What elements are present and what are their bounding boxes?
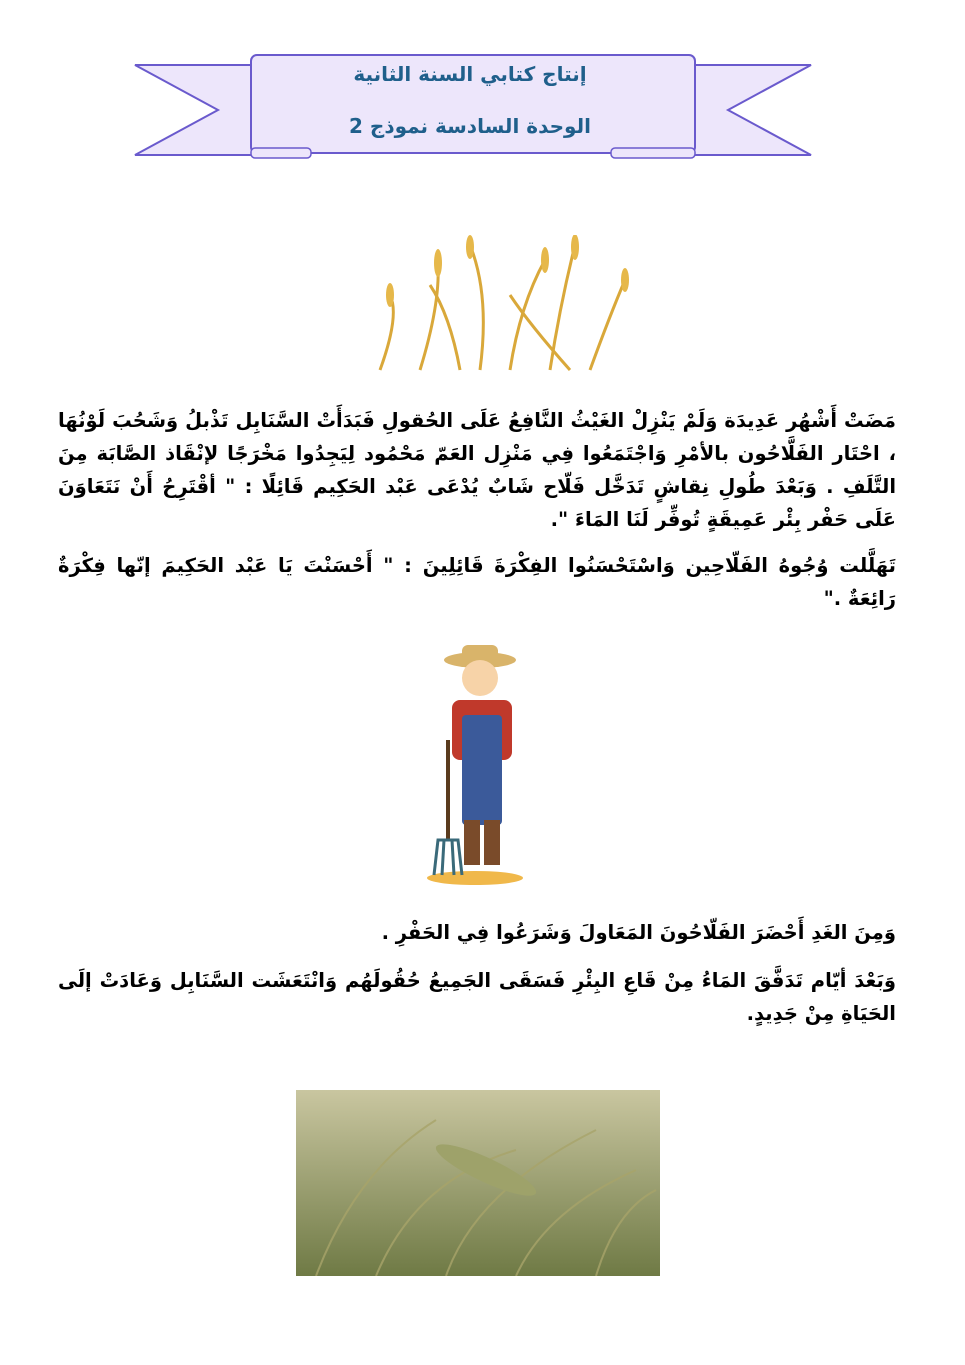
paragraph-1: مَضَتْ أَشْهُر عَدِيدَة وَلَمْ يَنْزِلْ الغَيْثُ النَّافِعُ عَلَى الحُقولِ فَبَدَأَتْ السَّنَابِل تَذْبلُ وَشَحُبَ لَوْنُهَا ، احْتَار الفَلَّاحُون بالأمْرِ وَاجْتَمَعُوا فِي مَنْزِل العَمّ مَحْمُود لِيَجِدُوا مَخْرَجًا لإنْقَاذ الصَّابَة مِنَ التَّلَفِ . وَبَعْدَ طُولِ نِقاشٍ تَدَخَّل فَلّاح شَابٌ يُدْعَى عَبْد الحَكِيم قَائِلًا : " أقْتَرِحُ أَنْ نَتَعَاوَنَ عَلَى حَفْر بِئْر عَمِيقَةٍ تُوفِّر لَنَا المَاءَ ". — [58, 409, 896, 531]
paragraph-2: تَهَلَّلت وُجُوهُ الفَلّاحِين وَاسْتَحْسَنُوا الفِكْرَةَ قَائِلِينَ : " أَحْسَنْتَ يَا عَبْد الحَكِيمَ إنّها فِكْرَةٌ رَائِعَةٌ ." — [58, 554, 896, 610]
title-line-1: إنتاج كتابي السنة الثانية — [353, 62, 587, 86]
farmer-illustration — [420, 640, 530, 885]
paragraph-4: وَبَعْدَ أيّام تَدَفَّقَ المَاءُ مِنْ قَاعِ البِئْرِ فَسَقَى الجَمِيعُ حُقُولَهُم وَانْتَعَشَت السَّنَابِل وَعَادَتْ إلَى الحَيَاةِ مِنْ جَدِيدٍ. — [58, 969, 896, 1025]
title-line-2: الوحدة السادسة نموذج 2 — [349, 114, 591, 138]
wheat-illustration — [360, 235, 635, 375]
wheat-field-photo — [296, 1090, 660, 1276]
paragraph-3: وَمِنَ الغَدِ أَحْضَرَ الفَلّاحُونَ المَعَاولَ وَشَرَعُوا فِي الحَفْرِ . — [381, 921, 896, 944]
